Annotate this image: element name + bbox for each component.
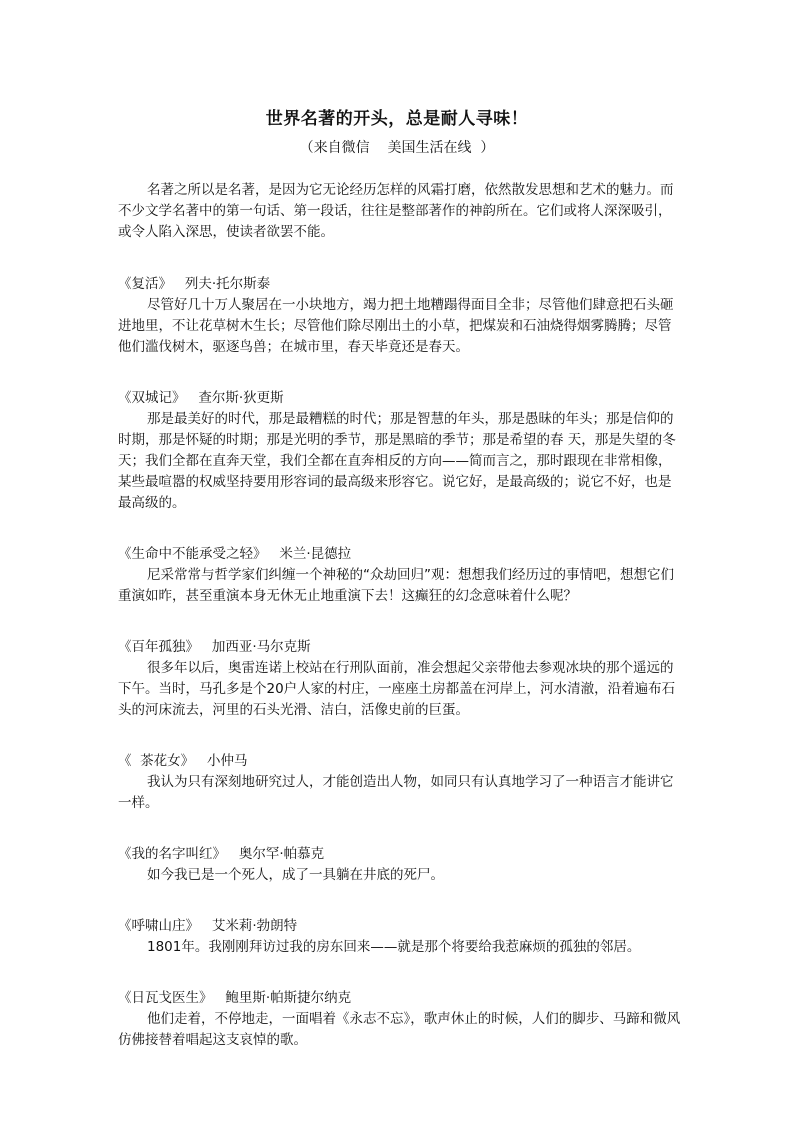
book-entry-riwage — [118, 988, 684, 1051]
entry-heading — [118, 274, 684, 295]
entry-heading — [118, 988, 684, 1009]
opening-text: 1801年。我刚刚拜访过我的房东回来——就是那个将要给我惹麻烦的孤独的邻居。 — [147, 939, 641, 955]
book-entry-mingzi — [118, 844, 684, 886]
opening-text: 尼采常常与哲学家们纠缠一个神秘的“众劫回归”观：想想我们经历过的事情吧，想想它们重演如昨，甚至重演本身无休无止地重演下去！这癫狂的幻念意味着什么呢？ — [118, 567, 674, 604]
intro-paragraph: 名著之所以是名著，是因为它无论经历怎样的风霜打磨，依然散发思想和艺术的魅力。而不少文学名著中的第一句话、第一段话，往往是整部著作的神韵所在。它们或将人深深吸引，或令人陷入深思，使读者欲罢不能。 — [118, 182, 674, 240]
entry-heading — [118, 637, 684, 658]
opening-text: 很多年以后，奥雷连诺上校站在行刑队面前，准会想起父亲带他去参观冰块的那个遥远的下午。当时，马孔多是个20户人家的村庄，一座座土房都盖在河岸上，河水清澈，沿着遍布石头的河床流去，河里的石头光滑、洁白，活像史前的巨蛋。 — [118, 660, 676, 718]
book-title: 《呼啸山庄》 — [118, 918, 199, 934]
book-title: 《复活》 — [118, 276, 172, 292]
book-author: 奥尔罕·帕慕克 — [238, 846, 325, 862]
entry-heading — [118, 916, 684, 937]
book-entry-shuangchengji — [118, 388, 684, 514]
opening-text: 我认为只有深刻地研究过人，才能创造出人物，如同只有认真地学习了一种语言才能讲它一样。 — [118, 774, 674, 811]
entry-heading — [118, 388, 684, 409]
book-author: 艾米莉·勃朗特 — [211, 918, 298, 934]
opening-text: 那是最美好的时代，那是最糟糕的时代；那是智慧的年头，那是愚昧的年头；那是信仰的时期，那是怀疑的时期；那是光明的季节，那是黑暗的季节；那是希望的春 天，那是失望的冬天；我们全都在直奔天堂，我们全都在直奔相反的方向——简而言之，那时跟现在非常相像，某些最喧嚣的权威坚持要用形容词的最高级来形容它。说它好，是最高级的；说它不好，也是最高级的。 — [118, 411, 676, 511]
book-author: 鲍里斯·帕斯捷尔纳克 — [225, 990, 352, 1006]
book-title: 《日瓦戈医生》 — [118, 990, 213, 1006]
book-author: 米兰·昆德拉 — [279, 546, 352, 562]
entry-heading — [118, 844, 684, 865]
book-entry-shengming — [118, 544, 684, 607]
entry-heading — [118, 544, 684, 565]
book-title: 《双城记》 — [118, 390, 186, 406]
page-title: 世界名著的开头，总是耐人寻味！ — [265, 109, 529, 129]
book-author: 小仲马 — [206, 753, 248, 769]
document-body — [118, 180, 684, 1081]
book-author: 查尔斯·狄更斯 — [198, 390, 284, 406]
book-entry-chahuanv — [118, 751, 684, 814]
entry-heading — [118, 751, 684, 772]
source-line: （来自微信 美国生活在线 ） — [299, 140, 495, 156]
book-title: 《百年孤独》 — [118, 639, 199, 655]
book-entry-bainiangudu — [118, 637, 684, 721]
book-title: 《 茶花女》 — [118, 753, 195, 769]
opening-text: 如今我已是一个死人，成了一具躺在井底的死尸。 — [147, 867, 444, 883]
book-author: 加西亚·马尔克斯 — [211, 639, 311, 655]
book-entry-fuhuo — [118, 274, 684, 358]
book-entry-huxiaoshanzhuang — [118, 916, 684, 958]
book-author: 列夫·托尔斯泰 — [184, 276, 271, 292]
opening-text: 他们走着，不停地走，一面唱着《永志不忘》，歌声休止的时候，人们的脚步、马蹄和微风仿佛接替着唱起这支哀悼的歌。 — [118, 1011, 681, 1048]
book-title: 《生命中不能承受之轻》 — [118, 546, 267, 562]
book-title: 《我的名字叫红》 — [118, 846, 226, 862]
opening-text: 尽管好几十万人聚居在一小块地方，竭力把土地糟蹋得面目全非；尽管他们肆意把石头砸进地里，不让花草树木生长；尽管他们除尽刚出土的小草，把煤炭和石油烧得烟雾腾腾；尽管他们滥伐树木，驱逐鸟兽；在城市里，春天毕竟还是春天。 — [118, 297, 674, 355]
